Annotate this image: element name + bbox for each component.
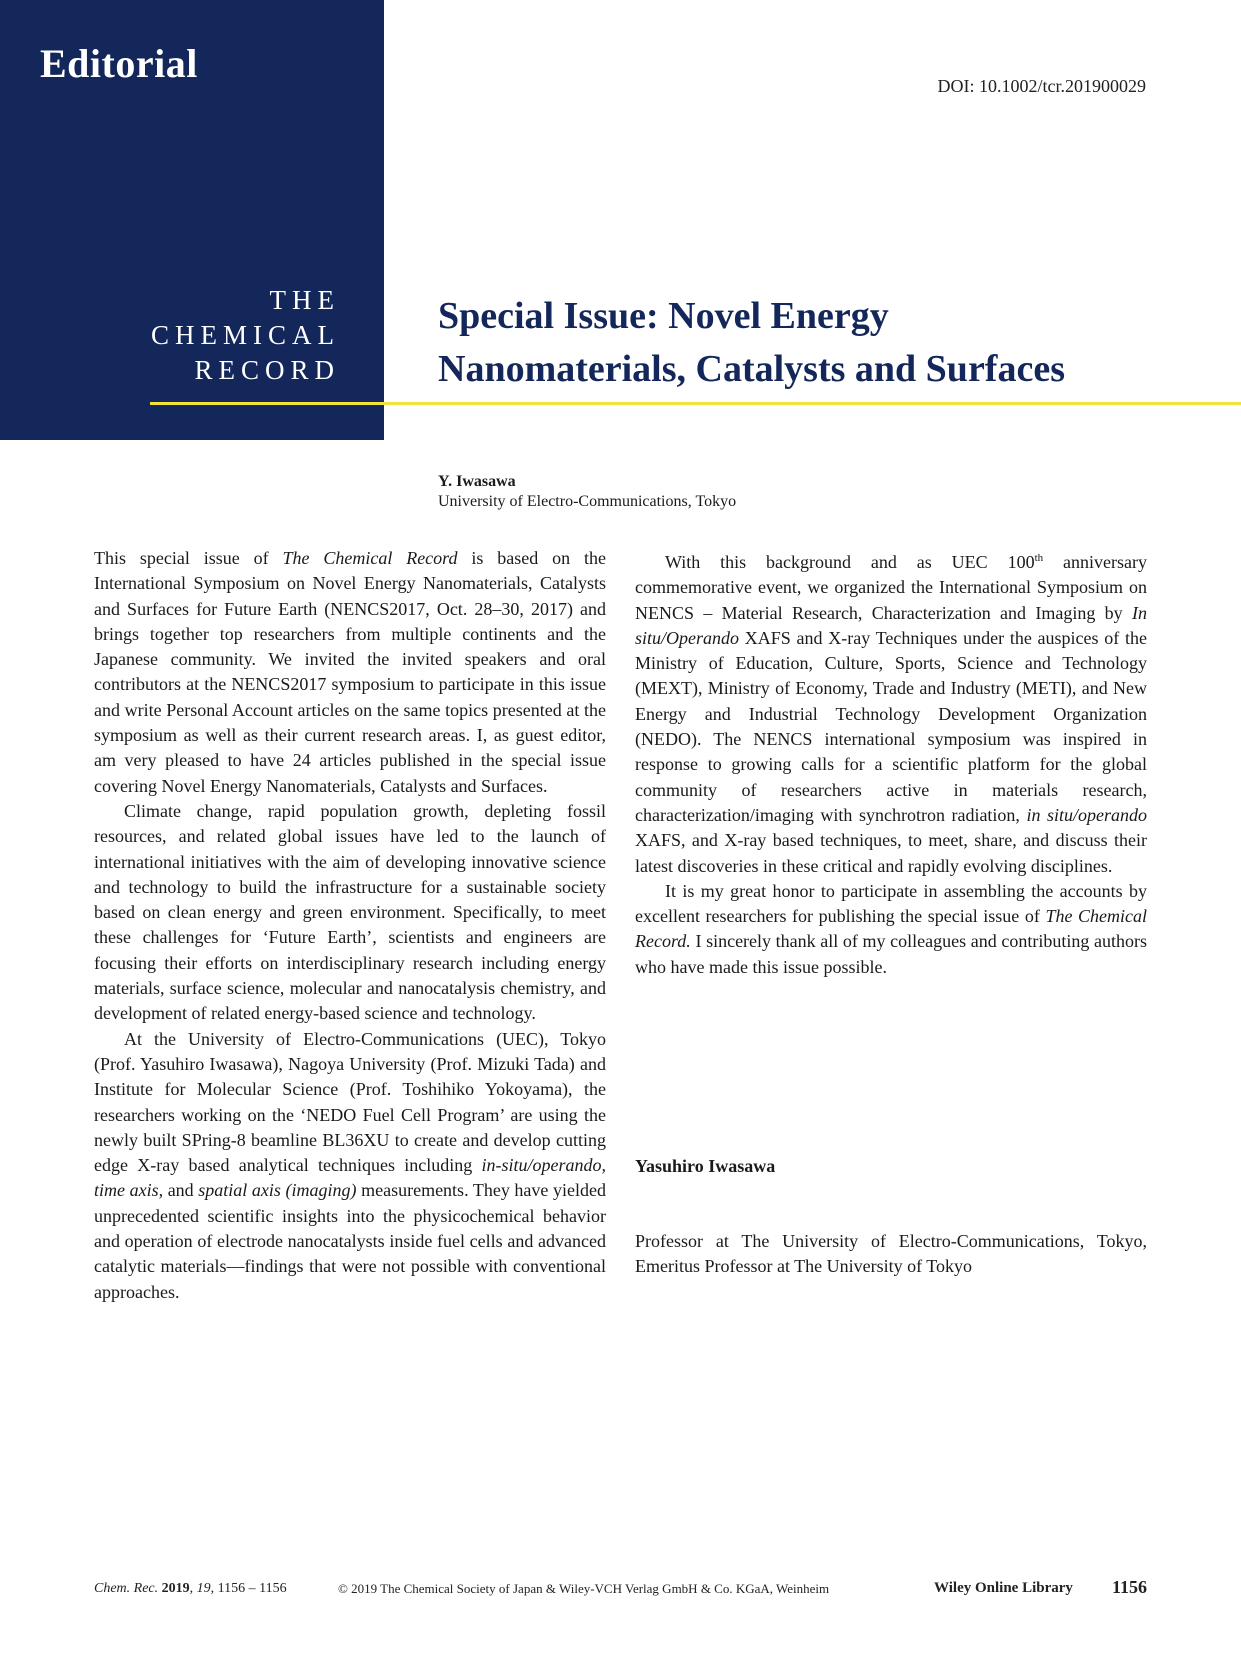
journal-logo bbox=[151, 283, 340, 388]
author-affiliation: University of Electro-Communications, Tokyo bbox=[438, 493, 737, 510]
author-name: Y. Iwasawa bbox=[438, 473, 516, 490]
page-footer bbox=[94, 1579, 1147, 1603]
title-line: Nanomaterials, Catalysts and Surfaces bbox=[438, 348, 1065, 390]
body-column-right-text bbox=[635, 546, 1147, 980]
paragraph-4: With this background and as UEC 100th anniversary commemorative event, we organized the International Symposium on NENCS – Material Research, Characterization and Imaging by In situ/Operando XAFS and X-ray Techniques under the auspices of the Ministry of Education, Culture, Sports, Science and Technology (MEXT), Ministry of Economy, Trade and Industry (METI), and New Energy and Industrial Technology Development Organization (NEDO). The NENCS international symposium was inspired in response to growing calls for a scientific platform for the global community of researchers active in materials research, characterization/imaging with synchrotron radiation, in situ/operando XAFS, and X-ray based techniques, to meet, share, and discuss their latest discoveries in these critical and rapidly evolving disciplines. bbox=[635, 552, 1147, 876]
copyright-notice: © 2019 The Chemical Society of Japan & Wiley-VCH Verlag GmbH & Co. KGaA, Weinheim bbox=[338, 1581, 830, 1596]
paragraph-3: At the University of Electro-Communications (UEC), Tokyo (Prof. Yasuhiro Iwasawa), Nagoya University (Prof. Mizuki Tada) and Institute for Molecular Science (Prof. Toshihiko Yokoyama), the researchers working on the ‘NEDO Fuel Cell Program’ are using the newly built SPring-8 beamline BL36XU to create and develop cutting edge X-ray based analytical techniques including in-situ/operando, time axis, and spatial axis (imaging) measurements. They have yielded unprecedented scientific insights into the physicochemical behavior and operation of electrode nanocatalysts inside fuel cells and advanced catalytic materials—findings that were not possible with conventional approaches. bbox=[94, 1028, 606, 1302]
paragraph-5: It is my great honor to participate in assembling the accounts by excellent researchers for publishing the special issue of The Chemical Record. I sincerely thank all of my colleagues and contributing authors who have made this issue possible. bbox=[635, 880, 1147, 977]
title-line: Special Issue: Novel Energy bbox=[438, 295, 889, 337]
journal-logo-line: THE bbox=[269, 285, 340, 315]
paragraph-2: Climate change, rapid population growth, depleting fossil resources, and related global issues have led to the launch of international initiatives with the aim of developing innovative science and technology to build the infrastructure for a sustainable society based on clean energy and green environment. Specifically, to meet these challenges for ‘Future Earth’, scientists and engineers are focusing their efforts on interdisciplinary research including energy materials, surface science, molecular and nanocatalysis chemistry, and development of related energy-based science and technology. bbox=[94, 800, 606, 1024]
journal-header-block bbox=[0, 0, 384, 440]
signature-title: Professor at The University of Electro-Communications, Tokyo, Emeritus Professor at The University of Tokyo bbox=[635, 1231, 1147, 1277]
title-divider bbox=[150, 402, 1241, 405]
body-column-left bbox=[94, 546, 606, 1330]
doi-link[interactable]: DOI: 10.1002/tcr.201900029 bbox=[937, 76, 1146, 96]
article-title bbox=[438, 290, 1198, 396]
publisher-link[interactable]: Wiley Online Library bbox=[934, 1580, 1073, 1596]
signature-name: Yasuhiro Iwasawa bbox=[635, 1156, 776, 1176]
section-label: Editorial bbox=[40, 41, 198, 86]
page-number: 1156 bbox=[1111, 1577, 1147, 1597]
journal-logo-line: RECORD bbox=[194, 355, 340, 385]
citation: Chem. Rec. 2019, 19, 1156 – 1156 bbox=[94, 1581, 287, 1596]
journal-logo-line: CHEMICAL bbox=[151, 320, 340, 350]
paragraph-1: This special issue of The Chemical Record is based on the International Symposium on Novel Energy Nanomaterials, Catalysts and Surfaces for Future Earth (NENCS2017, Oct. 28–30, 2017) and brings together top researchers from multiple continents and the Japanese community. We invited the invited speakers and oral contributors at the NENCS2017 symposium to participate in this issue and write Personal Account articles on the same topics presented at the symposium as well as their current research areas. I, as guest editor, am very pleased to have 24 articles published in the special issue covering Novel Energy Nanomaterials, Catalysts and Surfaces. bbox=[94, 548, 606, 796]
